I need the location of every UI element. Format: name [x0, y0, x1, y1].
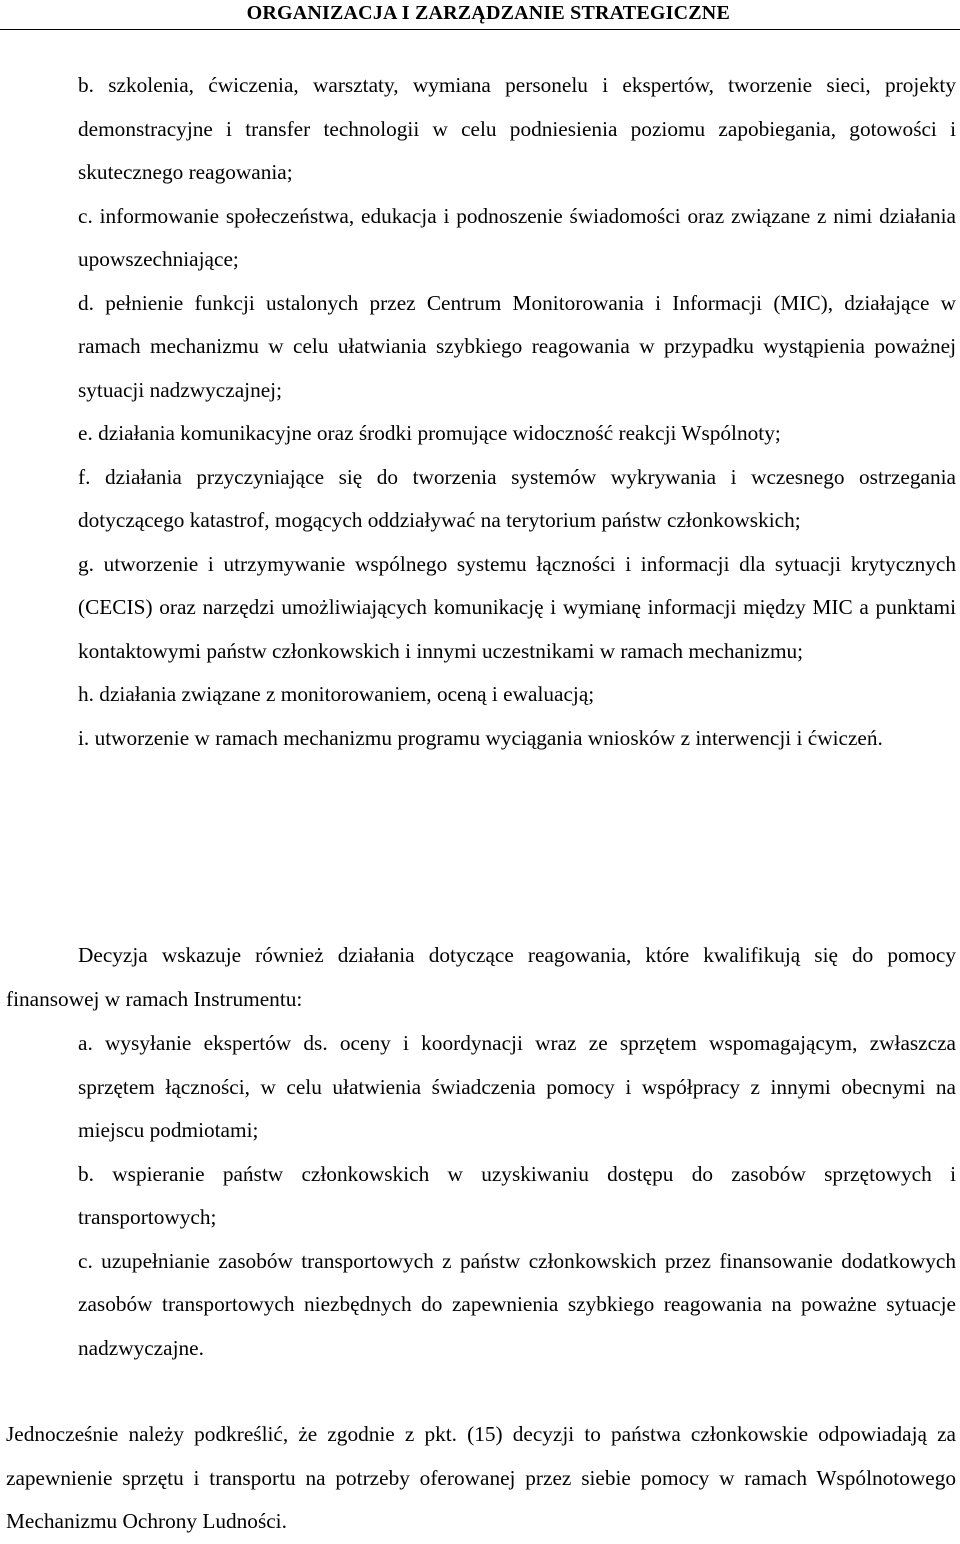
paragraph-response-intro: Decyzja wskazuje również działania dotyczące reagowania, które kwalifikują się do pomocy finansowej w ramach Instrumentu: [6, 943, 956, 1011]
activity-list-response [78, 1022, 956, 1370]
list-item-b: b. wspieranie państw członkowskich w uzyskiwaniu dostępu do zasobów sprzętowych i transportowych; [78, 1161, 956, 1229]
list-item-d: d. pełnienie funkcji ustalonych przez Centrum Monitorowania i Informacji (MIC), działające w ramach mechanizmu w celu ułatwiania szybkiego reagowania w przypadku wystąpienia poważnej sytuacji nadzwyczajnej; [78, 290, 956, 402]
activity-list-prevention [78, 64, 956, 760]
list-item-e: e. działania komunikacyjne oraz środki promujące widoczność reakcji Wspólnoty; [78, 421, 781, 445]
list-item-c: c. uzupełnianie zasobów transportowych z państw członkowskich przez finansowanie dodatkowych zasobów transportowych niezbędnych do zapewnienia szybkiego reagowania na poważne sytuacje nadzwyczajne. [78, 1248, 956, 1360]
list-item-g: g. utworzenie i utrzymywanie wspólnego systemu łączności i informacji dla sytuacji krytycznych (CECIS) oraz narzędzi umożliwiających komunikację i wymianę informacji między MIC a punktami kontaktowymi państw członkowskich i innymi uczestnikami w ramach mechanizmu; [78, 551, 956, 663]
list-item-b: b. szkolenia, ćwiczenia, warsztaty, wymiana personelu i ekspertów, tworzenie sieci, projekty demonstracyjne i transfer technologii w celu podniesienia poziomu zapobiegania, gotowości i skutecznego reagowania; [78, 73, 956, 184]
list-item-i: i. utworzenie w ramach mechanizmu programu wyciągania wniosków z interwencji i ćwiczeń. [78, 725, 883, 750]
list-item-a: a. wysyłanie ekspertów ds. oceny i koordynacji wraz ze sprzętem wspomagającym, zwłaszcza sprzętem łączności, w celu ułatwienia świadczenia pomocy i współpracy z innymi obecnymi na miejscu podmiotami; [78, 1031, 956, 1142]
list-item-h: h. działania związane z monitorowaniem, oceną i ewaluacją; [78, 682, 595, 706]
paragraph-member-states: Jednocześnie należy podkreślić, że zgodnie z pkt. (15) decyzji to państwa członkowskie odpowiadają za zapewnienie sprzętu i transportu na potrzeby oferowanej przez siebie pomocy w ramach Wspólnotowego Mechanizmu Ochrony Ludności. [6, 1422, 956, 1533]
header-rule [0, 29, 960, 30]
list-item-c: c. informowanie społeczeństwa, edukacja i podnoszenie świadomości oraz związane z nimi działania upowszechniające; [78, 203, 956, 271]
header-title: ORGANIZACJA I ZARZĄDZANIE STRATEGICZNE [246, 2, 730, 24]
page-header [0, 0, 960, 30]
list-item-f: f. działania przyczyniające się do tworzenia systemów wykrywania i wczesnego ostrzegania dotyczącego katastrof, mogących oddziaływać na terytorium państw członkowskich; [78, 464, 956, 532]
